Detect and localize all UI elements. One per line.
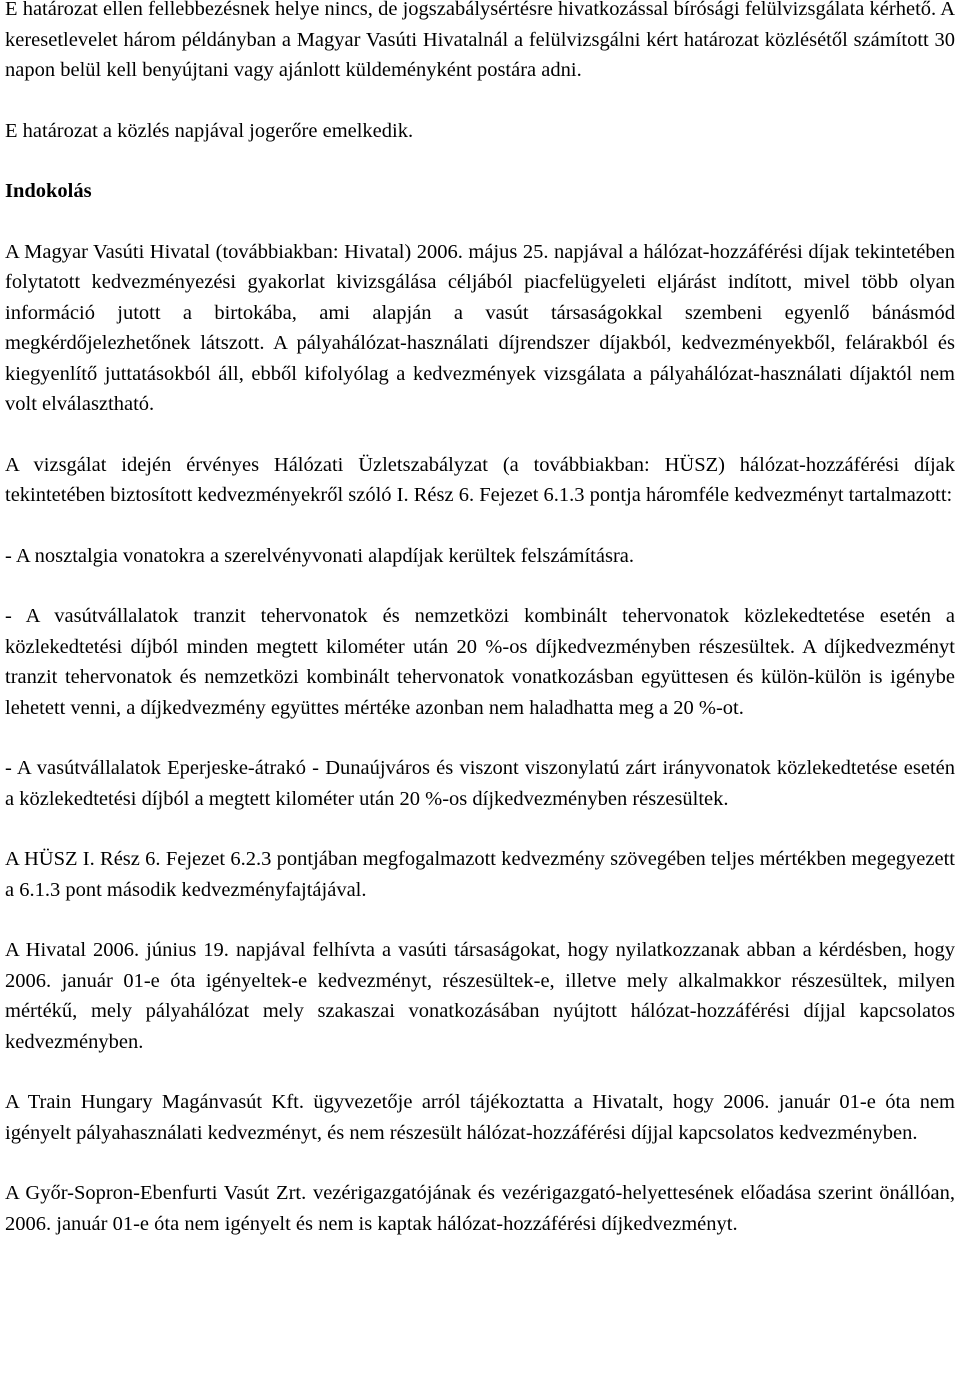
document-page: [5, 0, 955, 1269]
authority-request-paragraph: A Hivatal 2006. június 19. napjával felhívta a vasúti társaságokat, hogy nyilatkozzanak abban a kérdésben, hogy 2006. január 01-e óta igényeltek-e kedvezményt, részesültek-e, illetve mely alkalmakkor részesültek, milyen mértékű, mely pályahálózat mely szakaszai vonatkozásában nyújtott hálózat-hozzáférési díjjal kapcsolatos kedvezményben.: [5, 939, 955, 1053]
effect-paragraph: E határozat a közlés napjával jogerőre emelkedik.: [5, 119, 414, 142]
train-hungary-paragraph: A Train Hungary Magánvasút Kft. ügyvezetője arról tájékoztatta a Hivatalt, hogy 2006. január 01-e óta nem igényelt pályahasználati kedvezményt, és nem részesült hálózat-hozzáférési díjjal kapcsolatos kedvezményben.: [5, 1091, 955, 1144]
husz-paragraph: A vizsgálat idején érvényes Hálózati Üzletszabályzat (a továbbiakban: HÜSZ) hálózat-hozzáférési díjak tekintetében biztosított kedvezményekről szóló I. Rész 6. Fejezet 6.1.3 pontja háromféle kedvezményt tartalmazott:: [5, 453, 955, 506]
appeal-paragraph: E határozat ellen fellebbezésnek helye nincs, de jogszabálysértésre hivatkozással bírósági felülvizsgálata kérhető. A keresetlevelet három példányban a Magyar Vasúti Hivatalnál a felülvizsgálni kért határozat közlésétől számított 30 napon belül kell benyújtani vagy ajánlott küldeményként postára adni.: [5, 0, 955, 81]
gysev-paragraph: A Győr-Sopron-Ebenfurti Vasút Zrt. vezérigazgatójának és vezérigazgató-helyettesének előadása szerint önállóan, 2006. január 01-e óta nem igényelt és nem is kaptak hálózat-hozzáférési díjkedvezményt.: [5, 1182, 955, 1235]
discount-list-item: - A vasútvállalatok Eperjeske-átrakó - Dunaújváros és viszont viszonylatú zárt irányvonatok közlekedtetése esetén a közlekedtetési díjból a megtett kilométer után 20 %-os díjkedvezményben részesültek.: [5, 757, 955, 810]
discount-list-item: - A nosztalgia vonatokra a szerelvényvonati alapdíjak kerültek felszámításra.: [5, 544, 634, 567]
section-heading: Indokolás: [5, 180, 92, 202]
discount-list-item: - A vasútvállalatok tranzit tehervonatok és nemzetközi kombinált tehervonatok közlekedtetése esetén a közlekedtetési díjból minden megtett kilométer után 20 %-os díjkedvezményben részesültek. A díjkedvezményt tranzit tehervonatok és nemzetközi kombinált tehervonatok vonatkozásban együttesen és külön-külön is igénybe lehetett venni, a díjkedvezmény együttes mértéke azonban nem haladhatta meg a 20 %-ot.: [5, 605, 955, 719]
husz-section-paragraph: A HÜSZ I. Rész 6. Fejezet 6.2.3 pontjában megfogalmazott kedvezmény szövegében teljes mértékben megegyezett a 6.1.3 pont második kedvezményfajtájával.: [5, 848, 955, 901]
procedure-paragraph: A Magyar Vasúti Hivatal (továbbiakban: Hivatal) 2006. május 25. napjával a hálózat-hozzáférési díjak tekintetében folytatott kedvezményezési gyakorlat kivizsgálása céljából piacfelügyeleti eljárást indított, mivel több olyan információ jutott a birtokába, ami alapján a vasút társaságokkal szembeni egyenlő bánásmód megkérdőjelezhetőnek látszott. A pályahálózat-használati díjrendszer díjakból, kedvezményekből, felárakból és kiegyenlítő juttatásokból áll, ebből kifolyólag a kedvezmények vizsgálata a pályahálózat-használati díjaktól nem volt elválasztható.: [5, 240, 955, 415]
